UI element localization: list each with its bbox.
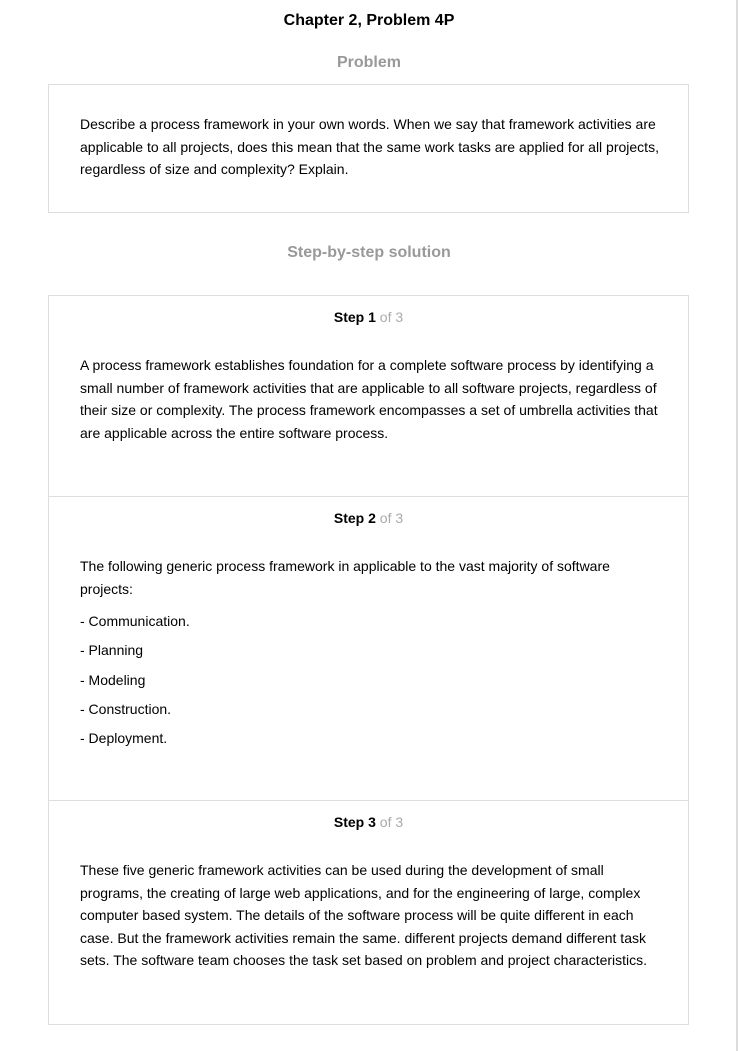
solution-heading: Step-by-step solution	[287, 244, 451, 261]
step-word: Step	[333, 814, 365, 830]
problem-text: Describe a process framework in your own words. When we say that framework activities are applicable to all projects, does this mean that the same work tasks are applied for all projects, regardless of size and complexity? Explain.	[80, 116, 659, 177]
step-total: of 3	[379, 814, 404, 830]
step-word: Step	[333, 309, 365, 325]
problem-heading: Problem	[336, 54, 401, 71]
step-number: 3	[368, 814, 376, 830]
step-2-label	[49, 510, 688, 526]
list-item: - Construction.	[80, 701, 172, 717]
step-3-label	[49, 814, 688, 830]
step-total: of 3	[379, 309, 404, 325]
step-1	[49, 296, 688, 496]
step-2-text: The following generic process framework in applicable to the vast majority of software projects:	[80, 558, 610, 597]
list-item: - Modeling	[80, 672, 146, 688]
list-item: - Deployment.	[80, 730, 168, 746]
step-1-label	[49, 309, 688, 325]
step-number: 1	[368, 309, 376, 325]
step-3-text: These five generic framework activities can be used during the development of small programs, the creating of large web applications, and for the engineering of large, complex computer based system. The details of the software process will be quite different in each case. But the framework activities remain the same. different projects demand different task sets. The software team chooses the task set based on problem and project characteristics.	[80, 862, 648, 968]
step-1-text: A process framework establishes foundation for a complete software process by identifying a small number of framework activities that are applicable to all software projects, regardless of their size or complexity. The process framework encompasses a set of umbrella activities that are applicable across the entire software process.	[80, 357, 658, 441]
step-2	[49, 496, 688, 801]
problem-box	[48, 84, 689, 213]
step-number: 2	[368, 510, 376, 526]
step-3	[49, 800, 688, 1025]
list-item: - Planning	[80, 642, 144, 658]
solution-steps-box	[48, 295, 689, 1025]
page-title: Chapter 2, Problem 4P	[283, 12, 455, 29]
step-word: Step	[333, 510, 365, 526]
step-total: of 3	[379, 510, 404, 526]
list-item: - Communication.	[80, 613, 190, 629]
